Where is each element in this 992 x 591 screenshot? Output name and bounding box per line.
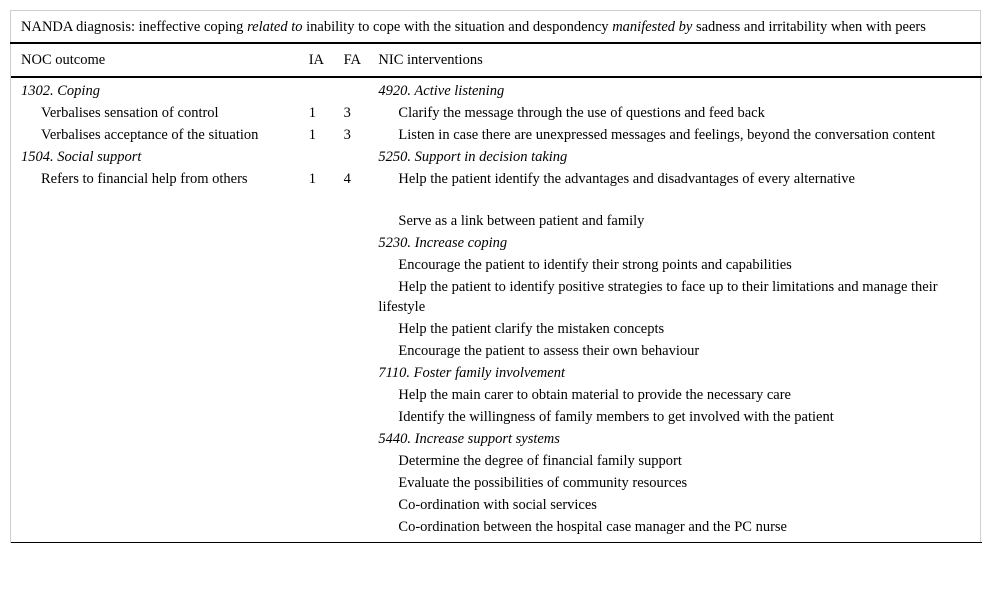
ia-cell: [299, 146, 334, 168]
nic-cell: 5250. Support in decision taking: [378, 149, 568, 165]
header-fa: FA: [334, 44, 369, 77]
caption-prefix: NANDA diagnosis: ineffective coping: [21, 19, 248, 35]
nic-cell: Identify the willingness of family members to get involved with the patient: [398, 409, 834, 425]
ia-cell: 1: [308, 171, 316, 187]
ia-cell: [299, 210, 334, 232]
noc-cell: [11, 494, 299, 516]
fa-cell: 4: [343, 171, 351, 187]
nic-cell: 5230. Increase coping: [378, 235, 508, 251]
ia-cell: [299, 494, 334, 516]
ia-cell: [299, 362, 334, 384]
table-row: [11, 232, 982, 254]
fa-cell: [334, 254, 369, 276]
ia-cell: [299, 450, 334, 472]
fa-cell: [334, 210, 369, 232]
ia-cell: [299, 340, 334, 362]
table-header-row: [11, 44, 982, 77]
table-row: [11, 77, 982, 102]
nic-cell: Help the patient identify the advantages and disadvantages of every alternative: [398, 171, 855, 187]
ia-cell: [299, 384, 334, 406]
nic-cell: Listen in case there are unexpressed messages and feelings, beyond the conversation content: [398, 127, 936, 143]
ia-cell: [299, 516, 334, 543]
table-row: [11, 146, 982, 168]
nic-cell: Determine the degree of financial family support: [398, 453, 682, 469]
noc-cell: [11, 210, 299, 232]
noc-cell: [11, 362, 299, 384]
caption-related-to: related to: [247, 19, 303, 35]
ia-cell: [299, 77, 334, 102]
table-row: [11, 124, 982, 146]
fa-cell: [334, 406, 369, 428]
noc-cell: Refers to financial help from others: [41, 171, 248, 187]
fa-cell: [334, 494, 369, 516]
table-row: [11, 210, 982, 232]
header-noc-outcome: NOC outcome: [11, 44, 299, 77]
caption-manifested-by: manifested by: [612, 19, 693, 35]
noc-cell: [11, 340, 299, 362]
nic-cell: Help the patient to identify positive strategies to face up to their limitations and manage their lifestyle: [378, 279, 938, 315]
nic-cell: 5440. Increase support systems: [378, 431, 560, 447]
noc-cell: [11, 276, 299, 318]
noc-cell: 1504. Social support: [21, 149, 142, 165]
fa-cell: [334, 146, 369, 168]
ia-cell: 1: [308, 105, 316, 121]
table-row: [11, 406, 982, 428]
noc-cell: Verbalises sensation of control: [41, 105, 219, 121]
table-row: [11, 254, 982, 276]
ia-cell: 1: [308, 127, 316, 143]
fa-cell: [334, 232, 369, 254]
fa-cell: [334, 450, 369, 472]
fa-cell: [334, 362, 369, 384]
fa-cell: [334, 472, 369, 494]
table-row: [11, 516, 982, 543]
header-nic-interventions: NIC interventions: [368, 44, 982, 77]
noc-cell: [11, 232, 299, 254]
noc-cell: [11, 472, 299, 494]
table-row: [11, 362, 982, 384]
nic-cell: Co-ordination with social services: [398, 497, 597, 513]
table-row: [11, 384, 982, 406]
nic-cell: Help the main carer to obtain material to provide the necessary care: [398, 387, 791, 403]
table-row: [11, 340, 982, 362]
fa-cell: 3: [343, 105, 351, 121]
table-row: [11, 494, 982, 516]
care-plan-table: [11, 44, 982, 543]
nic-cell: Encourage the patient to identify their strong points and capabilities: [398, 257, 792, 273]
fa-cell: [334, 340, 369, 362]
noc-cell: [11, 254, 299, 276]
fa-cell: [334, 318, 369, 340]
noc-cell: 1302. Coping: [21, 83, 100, 99]
fa-cell: 3: [343, 127, 351, 143]
caption-suffix: sadness and irritability when with peers: [692, 19, 926, 35]
table-row: [11, 472, 982, 494]
ia-cell: [299, 232, 334, 254]
table-row: [11, 168, 982, 210]
table-caption: [10, 10, 981, 42]
table-row: [11, 102, 982, 124]
care-plan-table-container: [10, 10, 981, 543]
ia-cell: [299, 406, 334, 428]
noc-cell: [11, 428, 299, 450]
table-row: [11, 276, 982, 318]
nic-cell: Help the patient clarify the mistaken concepts: [398, 321, 665, 337]
fa-cell: [334, 428, 369, 450]
fa-cell: [334, 77, 369, 102]
noc-cell: [11, 406, 299, 428]
noc-cell: Verbalises acceptance of the situation: [41, 127, 259, 143]
nic-cell: 7110. Foster family involvement: [378, 365, 565, 381]
ia-cell: [299, 276, 334, 318]
nic-cell: 4920. Active listening: [378, 83, 505, 99]
ia-cell: [299, 318, 334, 340]
nic-cell: Clarify the message through the use of questions and feed back: [398, 105, 765, 121]
noc-cell: [11, 450, 299, 472]
ia-cell: [299, 472, 334, 494]
noc-cell: [11, 384, 299, 406]
nic-cell: Co-ordination between the hospital case manager and the PC nurse: [398, 519, 787, 535]
table-row: [11, 428, 982, 450]
table-row: [11, 450, 982, 472]
nic-cell: Serve as a link between patient and family: [398, 213, 645, 229]
nic-cell: Evaluate the possibilities of community resources: [398, 475, 688, 491]
header-ia: IA: [299, 44, 334, 77]
ia-cell: [299, 428, 334, 450]
table-row: [11, 318, 982, 340]
fa-cell: [334, 516, 369, 543]
caption-middle: inability to cope with the situation and despondency: [302, 19, 613, 35]
fa-cell: [334, 276, 369, 318]
noc-cell: [11, 516, 299, 543]
nic-cell: Encourage the patient to assess their own behaviour: [398, 343, 700, 359]
ia-cell: [299, 254, 334, 276]
noc-cell: [11, 318, 299, 340]
fa-cell: [334, 384, 369, 406]
